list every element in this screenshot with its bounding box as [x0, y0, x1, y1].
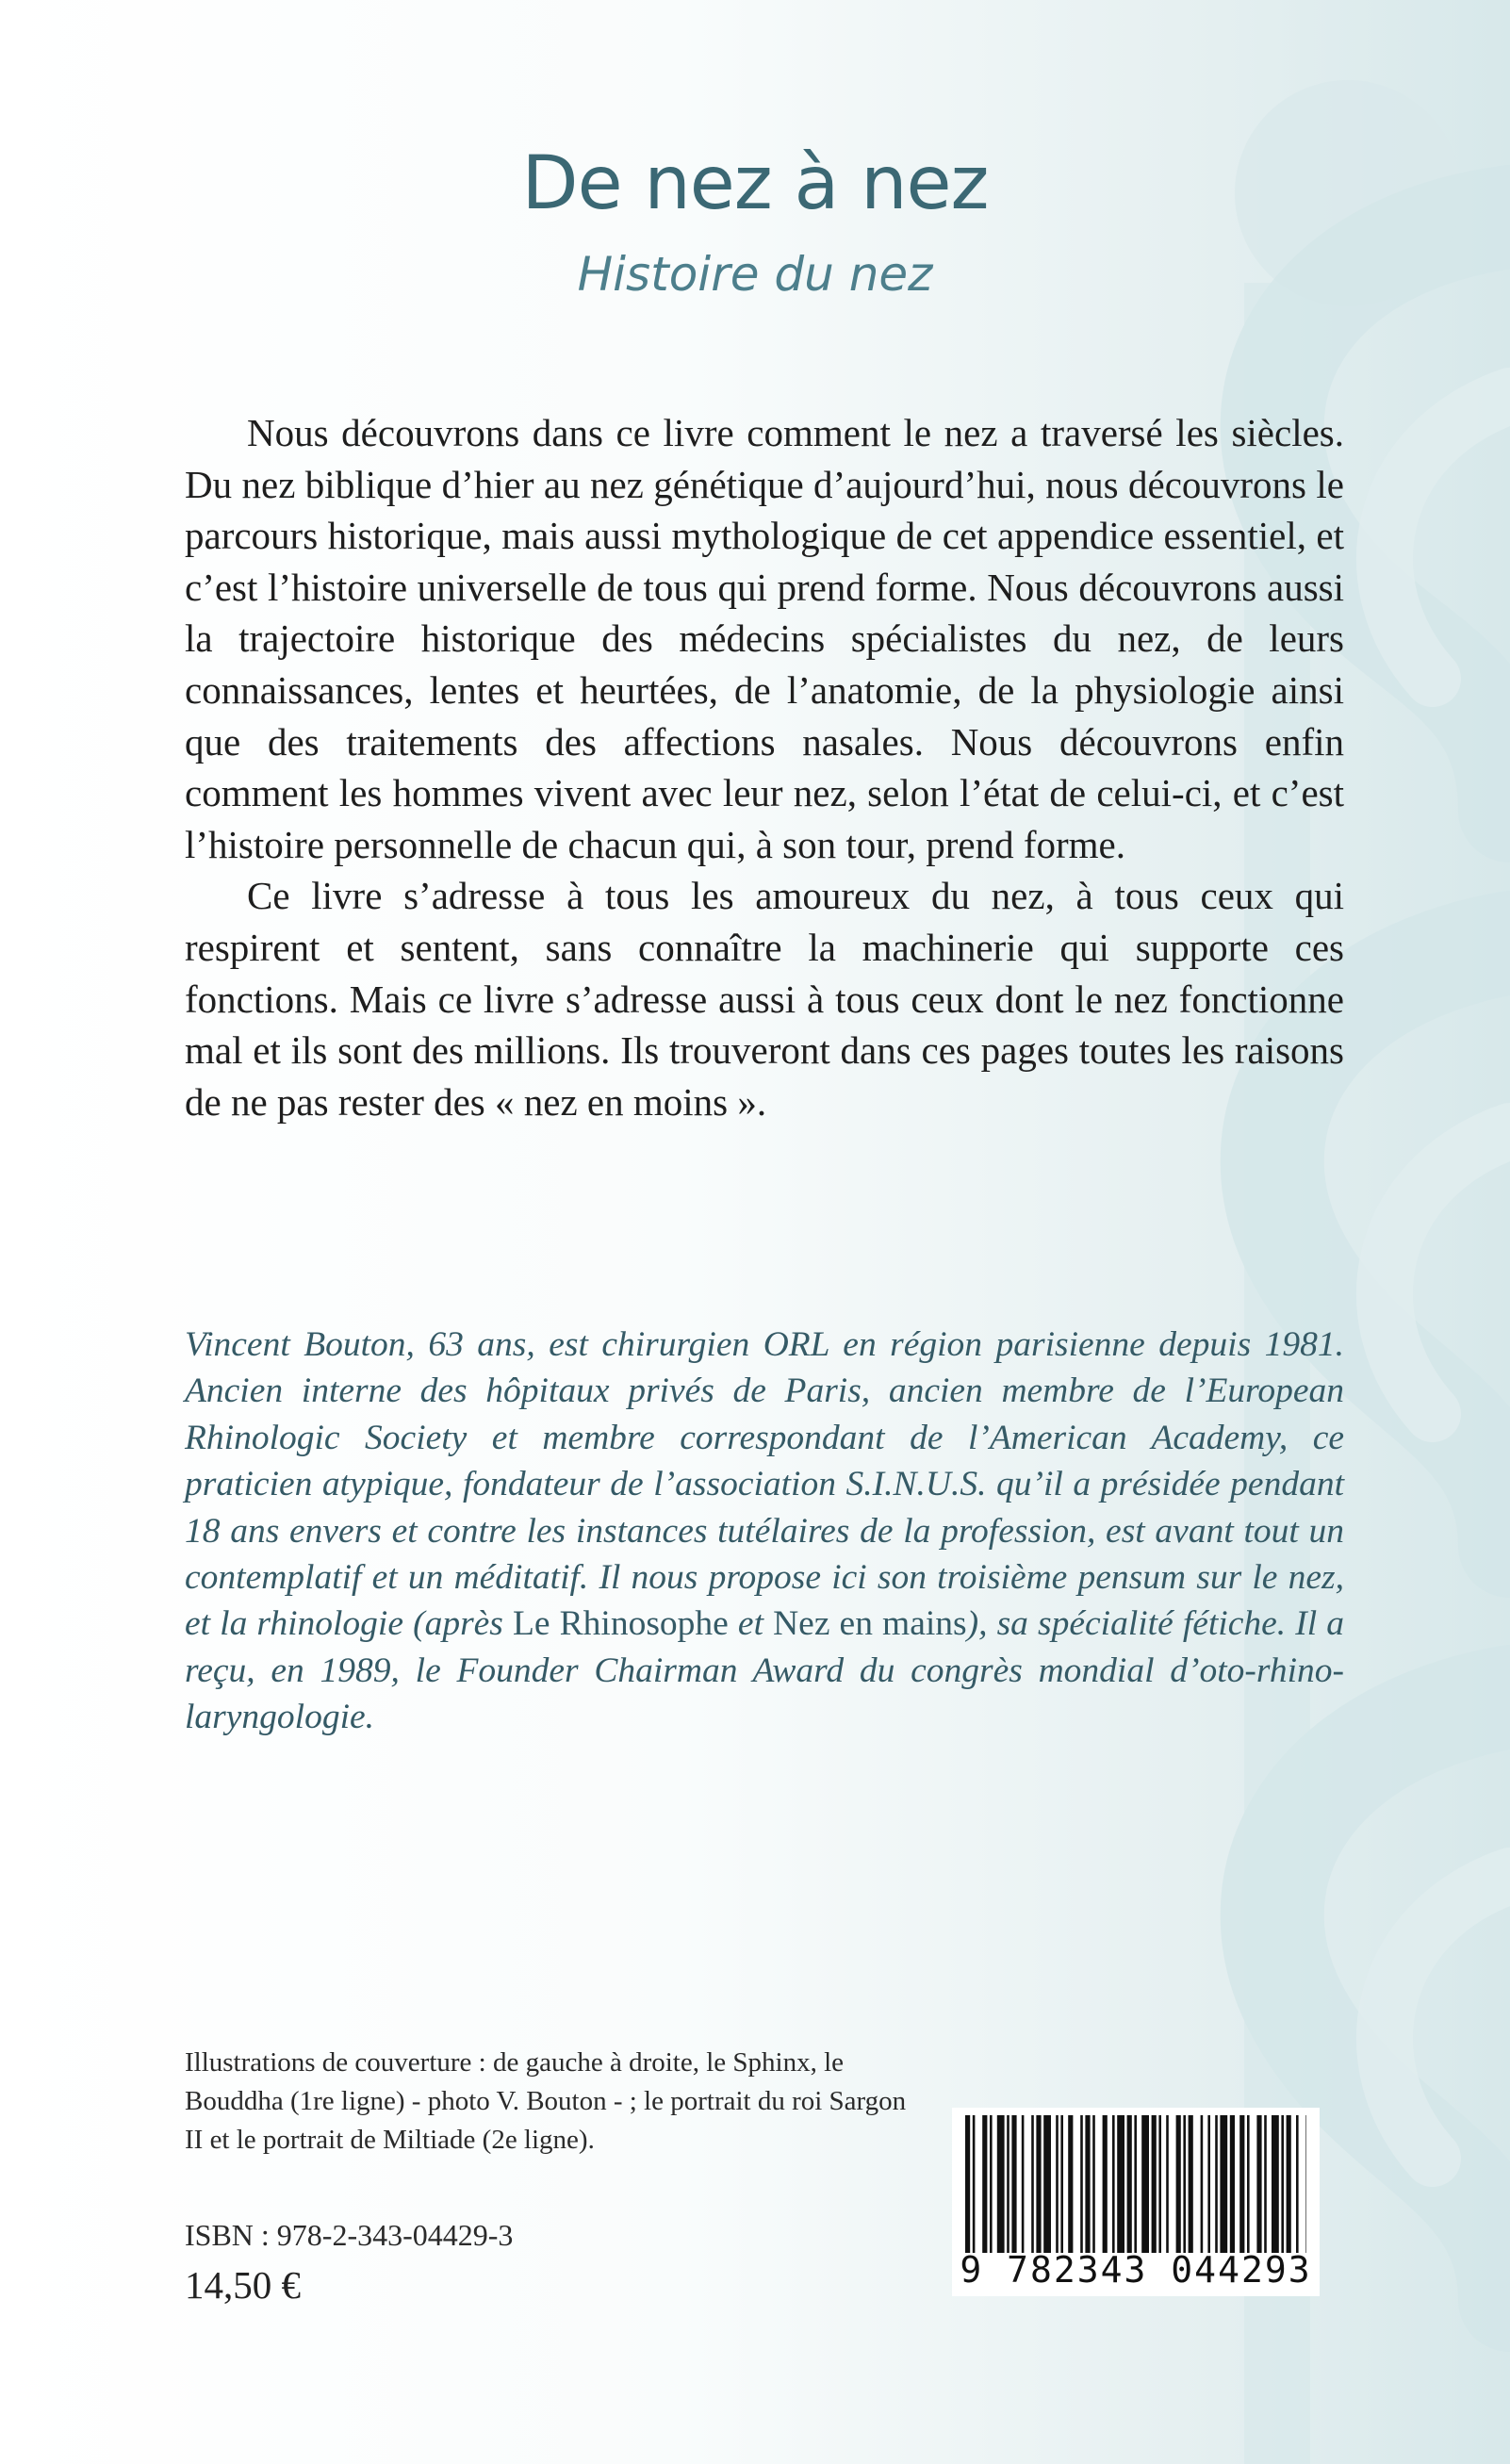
barcode-bar: [1256, 2115, 1261, 2253]
barcode-bar: [1117, 2115, 1124, 2253]
barcode-bar: [1011, 2115, 1016, 2253]
barcode-bar: [1215, 2115, 1218, 2253]
barcode-bar: [1287, 2115, 1291, 2253]
bio-book-title-2: Nez en mains: [773, 1604, 967, 1644]
barcode-bar: [990, 2115, 993, 2253]
book-subtitle: Histoire du nez: [577, 247, 933, 302]
barcode-bar: [1031, 2115, 1034, 2253]
barcode-bar: [997, 2115, 1005, 2253]
barcode-bar: [1281, 2115, 1284, 2253]
barcode-bar: [1158, 2115, 1161, 2253]
barcode-bar: [965, 2115, 970, 2253]
barcode-bar: [1239, 2115, 1244, 2253]
barcode-bar: [1207, 2115, 1210, 2253]
barcode-bar: [1152, 2115, 1157, 2253]
price: 14,50 €: [185, 2263, 301, 2307]
barcode: [952, 2108, 1320, 2296]
barcode-bar: [1007, 2115, 1009, 2253]
barcode-bars: [960, 2115, 1312, 2253]
cover-credits: Illustrations de couverture : de gauche à droite, le Sphinx, le Bouddha (1re ligne) - photo V. Bouton - ; le portrait du roi Sargon II et le portrait de Miltiade (2e ligne).: [185, 2047, 907, 2155]
bio-text-2: et: [728, 1604, 774, 1644]
barcode-bar: [973, 2115, 976, 2253]
barcode-bar: [1247, 2115, 1250, 2253]
author-bio: [185, 1322, 1344, 1741]
barcode-bar: [1189, 2115, 1193, 2253]
barcode-bar: [1296, 2115, 1299, 2253]
barcode-bar: [1068, 2115, 1073, 2253]
barcode-bar: [1022, 2115, 1025, 2253]
book-title: De nez à nez: [521, 141, 989, 226]
barcode-bar: [1305, 2115, 1306, 2253]
isbn: ISBN : 978-2-343-04429-3: [185, 2218, 514, 2252]
barcode-bar: [1176, 2115, 1181, 2253]
barcode-bar: [1092, 2115, 1095, 2253]
bio-book-title-1: Le Rhinosophe: [513, 1604, 729, 1644]
barcode-bar: [1220, 2115, 1227, 2253]
summary-paragraph-2: Ce livre s’adresse à tous les amoureux du nez, à tous ceux qui respirent et sentent, sans connaître la machinerie qui supporte ces fonctions. Mais ce livre s’adresse aussi à tous ceux dont le nez fonctionne mal et ils sont des millions. Ils trouveront dans ces pages toutes les raisons de ne pas rester des « nez en moins ».: [185, 874, 1344, 1124]
barcode-bar: [1141, 2115, 1149, 2253]
barcode-bar: [1103, 2115, 1108, 2253]
barcode-bar: [1272, 2115, 1279, 2253]
barcode-bar: [1085, 2115, 1090, 2253]
barcode-bar: [1112, 2115, 1115, 2253]
barcode-bar: [1134, 2115, 1137, 2253]
summary-paragraph-1: Nous découvrons dans ce livre comment le nez a traversé les siècles. Du nez biblique d’hier au nez génétique d’aujourd’hui, nous découvrons le parcours historique, mais aussi mythologique de cet appendice essentiel, et c’est l’histoire universelle de tous qui prend forme. Nous découvrons aussi la trajectoire historique des médecins spécialistes du nez, de leurs connaissances, lentes et heurtées, de l’anatomie, de la physiologie ainsi que des traitements des affections nasales. Nous découvrons enfin comment les hommes vivent avec leur nez, selon l’état de celui-ci, et c’est l’histoire personnelle de chacun qui, à son tour, prend forme.: [185, 411, 1344, 866]
barcode-bar: [1043, 2115, 1051, 2253]
barcode-bar: [1230, 2115, 1235, 2253]
barcode-bar: [1166, 2115, 1169, 2253]
barcode-bar: [1201, 2115, 1204, 2253]
barcode-bar: [1264, 2115, 1267, 2253]
barcode-bar: [1060, 2115, 1063, 2253]
barcode-bar: [1080, 2115, 1083, 2253]
barcode-bar: [982, 2115, 987, 2253]
bio-text-1: Vincent Bouton, 63 ans, est chirurgien ORL en région parisienne depuis 1981. Ancien interne des hôpitaux privés de Paris, ancien membre de l’European Rhinologic Society et membre correspondant de l’American Academy, ce praticien atypique, fondateur de l’association S.I.N.U.S. qu’il a présidée pendant 18 ans envers et contre les instances tutélaires de la profession, est avant tout un contemplatif et un méditatif. Il nous propose ici son troisième pensum sur le nez, et la rhinologie (après: [185, 1325, 1344, 1644]
barcode-bar: [1127, 2115, 1132, 2253]
barcode-bar: [1056, 2115, 1059, 2253]
barcode-bar: [1183, 2115, 1186, 2253]
barcode-bar: [1036, 2115, 1041, 2253]
barcode-number: 9 782343 044293: [960, 2249, 1312, 2291]
summary-text: [185, 407, 1344, 1127]
bio-text-3: ), sa spécialité fétiche. Il a reçu, en 1989, le Founder Chairman Award du congrès mondial d’oto-rhino-laryngologie.: [185, 1604, 1344, 1737]
